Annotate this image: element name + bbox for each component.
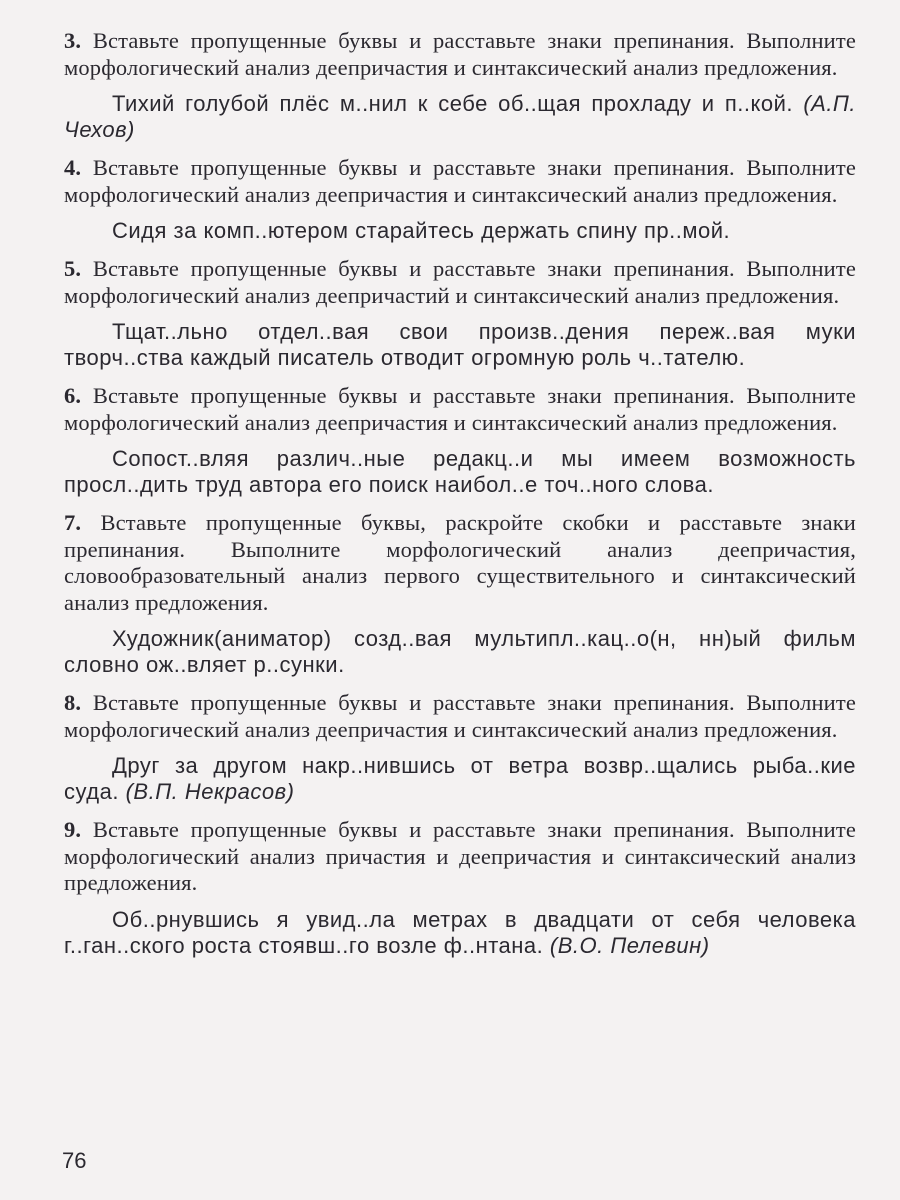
exercise-number: 7. xyxy=(64,510,82,535)
task-text: Вставьте пропущенные буквы и расставьте знаки препинания. Выполните морфологический анализ причастия и деепричастия и синтаксический анализ предложения. xyxy=(64,817,856,895)
exercise-task xyxy=(64,28,856,81)
exercise-task xyxy=(64,690,856,743)
sentence-author: (А.П. Чехов) xyxy=(64,91,856,142)
exercise-task xyxy=(64,383,856,436)
exercise-number: 8. xyxy=(64,690,82,715)
sentence-author: (В.П. Некрасов) xyxy=(125,779,295,804)
exercise-sentence xyxy=(64,907,856,959)
exercise-number: 5. xyxy=(64,256,82,281)
exercise-task xyxy=(64,155,856,208)
sentence-text: Художник(аниматор) созд..вая мультипл..кац..о(н, нн)ый фильм словно ож..вляет р..сунки. xyxy=(64,626,856,677)
exercise-task xyxy=(64,510,856,616)
exercise-4 xyxy=(64,155,856,244)
sentence-text: Сидя за комп..ютером старайтесь держать спину пр..мой. xyxy=(112,218,731,243)
sentence-author: (В.О. Пелевин) xyxy=(549,932,710,958)
exercise-sentence xyxy=(64,753,856,805)
exercise-sentence xyxy=(64,218,856,244)
task-text: Вставьте пропущенные буквы и расставьте знаки препинания. Выполните морфологический анализ деепричастия и синтаксический анализ предложения. xyxy=(64,383,856,435)
task-text: Вставьте пропущенные буквы и расставьте знаки препинания. Выполните морфологический анализ деепричастий и синтаксический анализ предложения. xyxy=(64,256,856,308)
exercise-9 xyxy=(64,817,856,959)
exercise-number: 3. xyxy=(64,28,82,53)
sentence-text: Друг за другом накр..нившись от ветра возвр..щались рыба..кие суда. xyxy=(64,753,856,804)
exercise-sentence xyxy=(64,626,856,678)
exercise-3 xyxy=(64,28,856,143)
exercise-number: 9. xyxy=(64,817,82,842)
task-text: Вставьте пропущенные буквы и расставьте знаки препинания. Выполните морфологический анализ деепричастия и синтаксический анализ предложения. xyxy=(64,155,856,207)
sentence-text: Об..рнувшись я увид..ла метрах в двадцати от себя человека г..ган..ского роста стоявш..го возле ф..нтана. xyxy=(64,906,856,958)
task-text: Вставьте пропущенные буквы и расставьте знаки препинания. Выполните морфологический анализ деепричастия и синтаксический анализ предложения. xyxy=(64,690,856,742)
task-text: Вставьте пропущенные буквы, раскройте скобки и расставьте знаки препинания. Выполните морфологический анализ деепричастия, словообразовательный анализ первого существительного и синтаксический анализ предложения. xyxy=(64,510,856,615)
exercise-number: 6. xyxy=(64,383,82,408)
exercise-6 xyxy=(64,383,856,498)
exercise-sentence xyxy=(64,446,856,498)
page-number: 76 xyxy=(62,1148,87,1173)
exercise-5 xyxy=(64,256,856,371)
exercise-sentence xyxy=(64,319,856,371)
sentence-text: Тихий голубой плёс м..нил к себе об..щая прохладу и п..кой. xyxy=(112,91,793,116)
exercise-7 xyxy=(64,510,856,678)
exercise-sentence xyxy=(64,91,856,143)
exercise-task xyxy=(64,817,856,897)
sentence-text: Сопост..вляя различ..ные редакц..и мы имеем возможность просл..дить труд автора его поиск наибол..е точ..ного слова. xyxy=(64,446,856,497)
exercise-number: 4. xyxy=(64,155,82,180)
task-text: Вставьте пропущенные буквы и расставьте знаки препинания. Выполните морфологический анализ деепричастия и синтаксический анализ предложения. xyxy=(64,28,856,80)
exercise-task xyxy=(64,256,856,309)
exercise-8 xyxy=(64,690,856,805)
sentence-text: Тщат..льно отдел..вая свои произв..дения переж..вая муки творч..ства каждый писатель отводит огромную роль ч..тателю. xyxy=(64,319,856,370)
